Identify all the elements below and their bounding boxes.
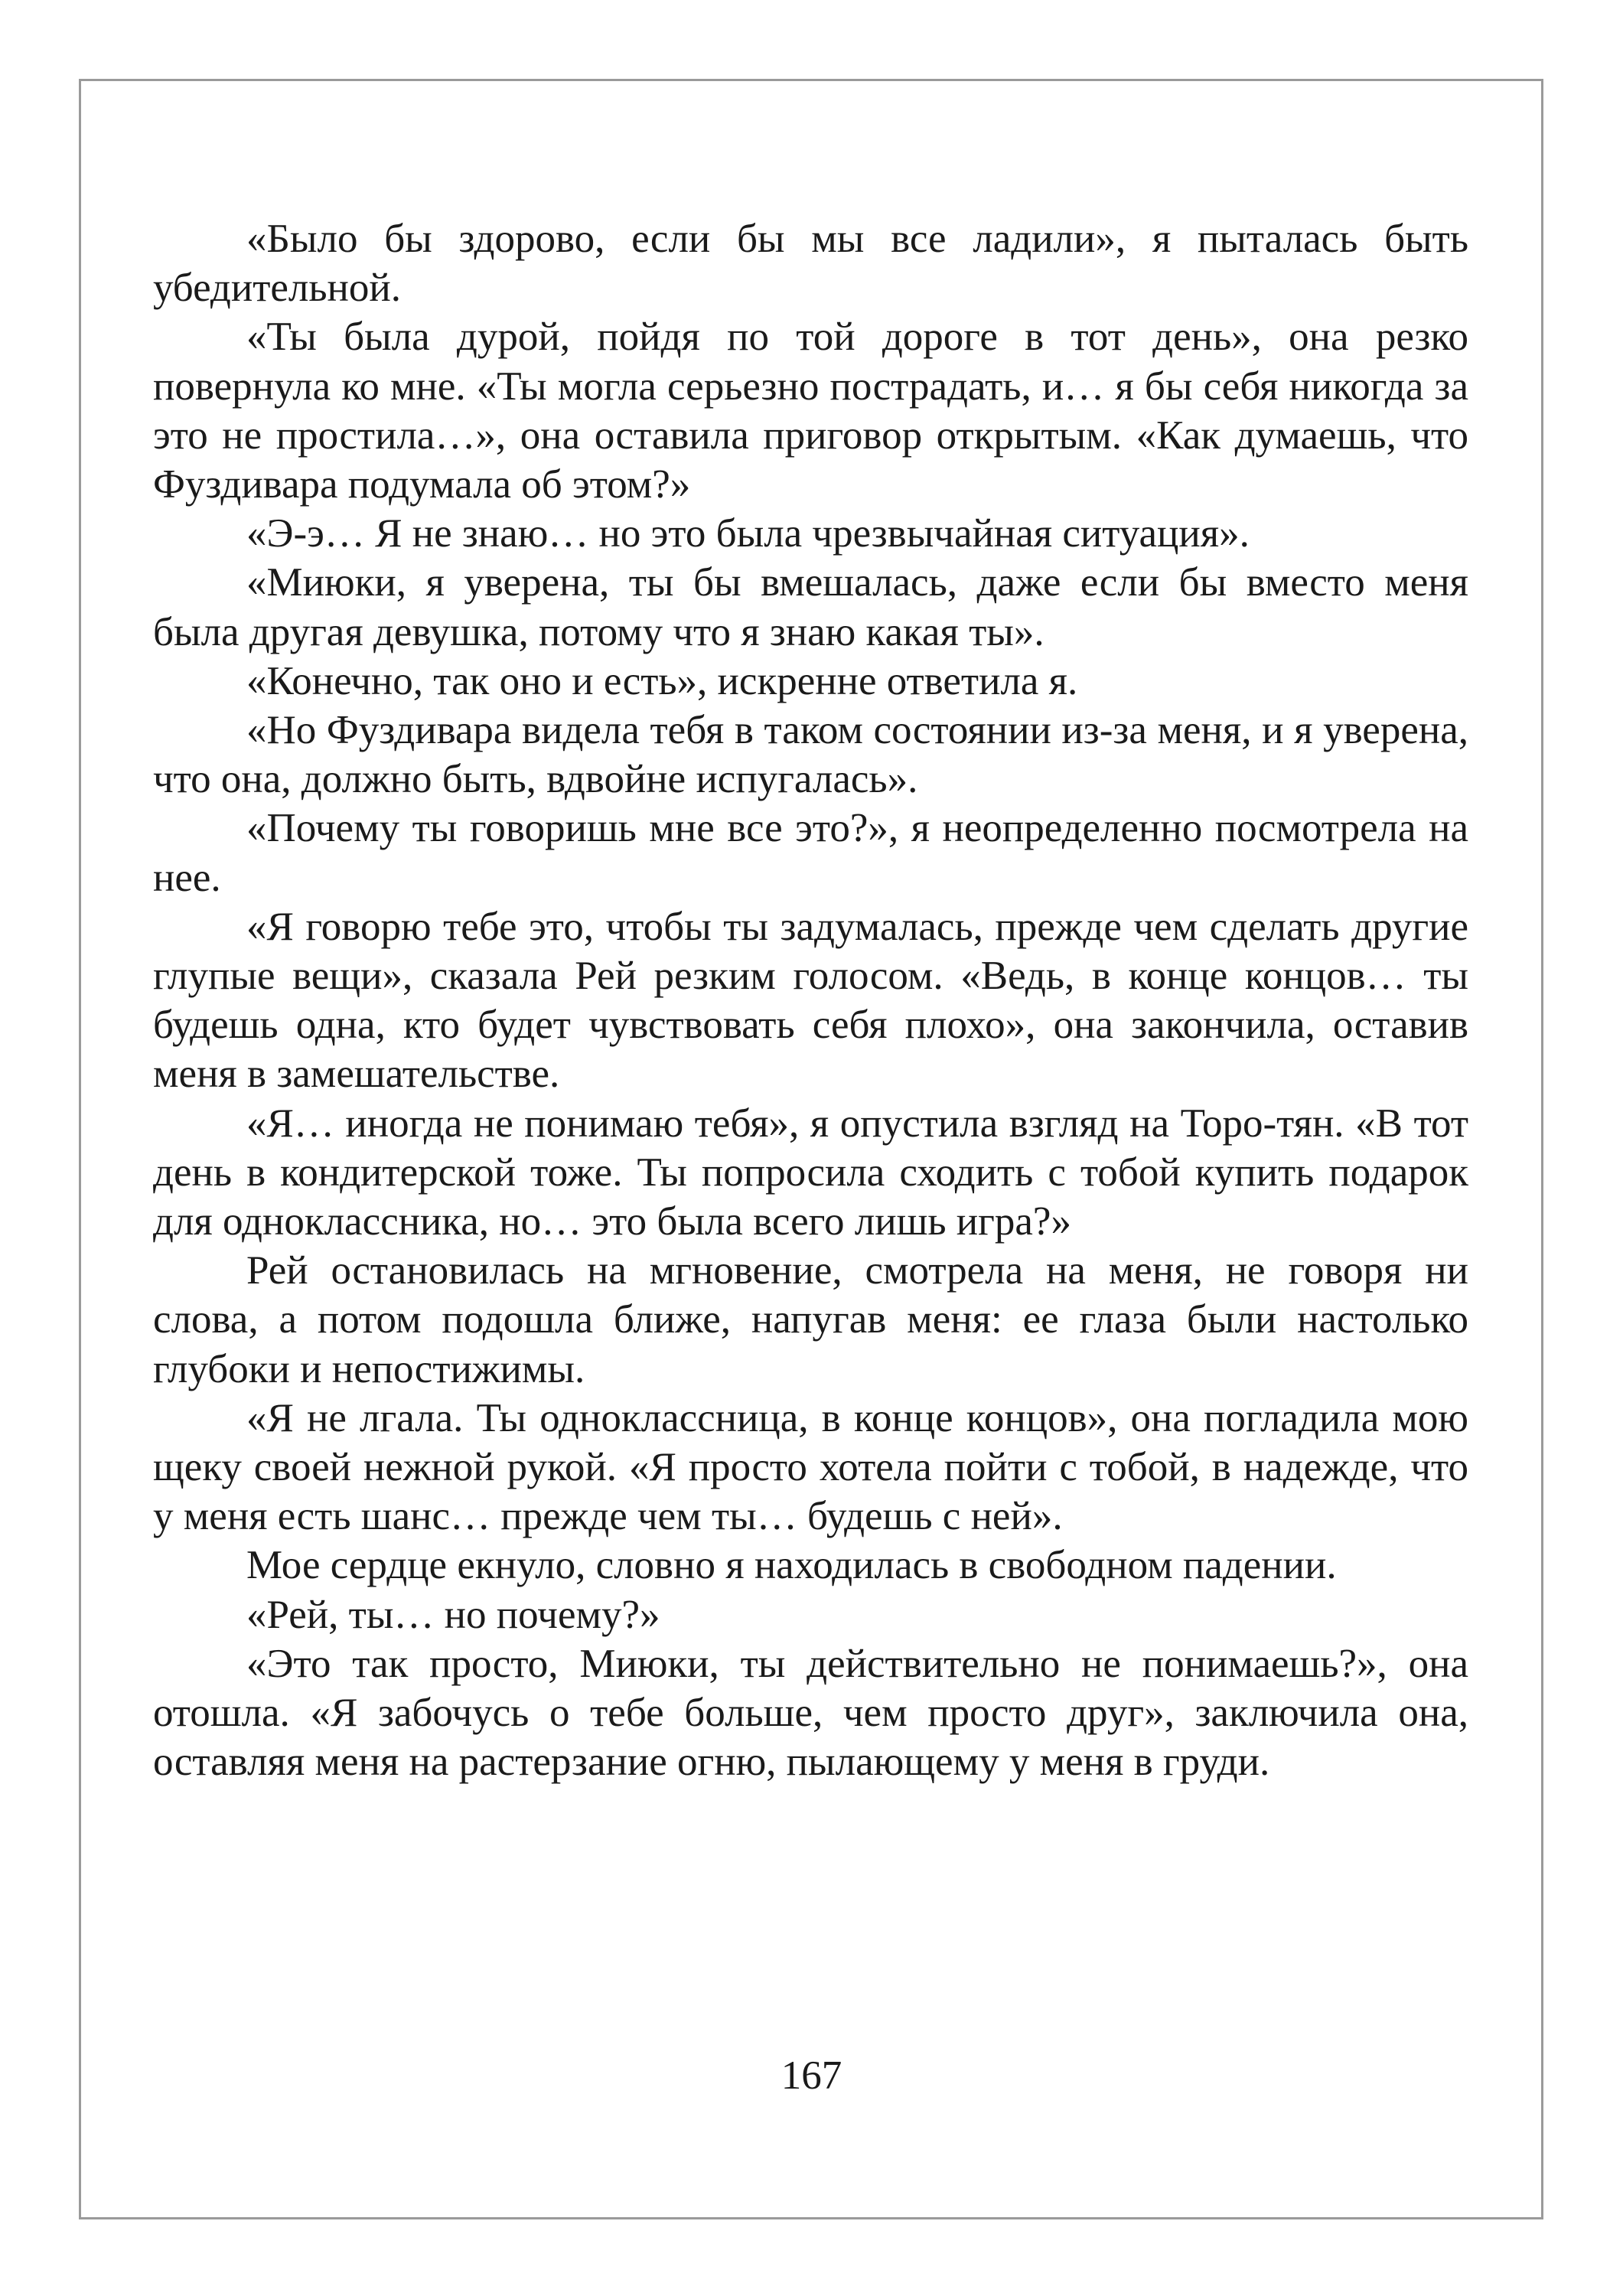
paragraph: «Миюки, я уверена, ты бы вмешалась, даже если бы вместо меня была другая девушка, потому что я знаю какая ты».	[153, 560, 1468, 654]
paragraph: «Это так просто, Миюки, ты действительно не понимаешь?», она отошла. «Я забочусь о тебе больше, чем просто друг», заключила она, оставляя меня на растерзание огню, пылающему у меня в груди.	[153, 1641, 1468, 1785]
paragraph: «Рей, ты… но почему?»	[246, 1592, 660, 1637]
paragraph: «Э-э… Я не знаю… но это была чрезвычайная ситуация».	[246, 511, 1250, 556]
paragraph: «Было бы здорово, если бы мы все ладили», я пыталась быть убедительной.	[153, 217, 1468, 311]
paragraph: Рей остановилась на мгновение, смотрела на меня, не говоря ни слова, а потом подошла ближе, напугав меня: ее глаза были настолько глубоки и непостижимы.	[153, 1248, 1468, 1391]
paragraph: «Конечно, так оно и есть», искренне ответила я.	[246, 658, 1078, 703]
paragraph: «Почему ты говоришь мне все это?», я неопределенно посмотрела на нее.	[153, 806, 1468, 900]
body-text	[153, 214, 1468, 1787]
paragraph: «Я не лгала. Ты одноклассница, в конце концов», она погладила мою щеку своей нежной рукой. «Я просто хотела пойти с тобой, в надежде, что у меня есть шанс… прежде чем ты… будешь с ней».	[153, 1395, 1468, 1539]
paragraph: «Ты была дурой, пойдя по той дороге в тот день», она резко повернула ко мне. «Ты могла серьезно пострадать, и… я бы себя никогда за это не простила…», она оставила приговор открытым. «Как думаешь, что Фуздивара подумала об этом?»	[153, 315, 1468, 507]
paragraph: «Я… иногда не понимаю тебя», я опустила взгляд на Торо-тян. «В тот день в кондитерской тоже. Ты попросила сходить с тобой купить подарок для одноклассника, но… это была всего лишь игра?»	[153, 1101, 1468, 1244]
page-number: 167	[781, 2053, 842, 2098]
paragraph: «Я говорю тебе это, чтобы ты задумалась, прежде чем сделать другие глупые вещи», сказала Рей резким голосом. «Ведь, в конце концов… ты будешь одна, кто будет чувствовать себя плохо», она закончила, оставив меня в замешательстве.	[153, 904, 1468, 1097]
paragraph: Мое сердце екнуло, словно я находилась в свободном падении.	[246, 1543, 1337, 1588]
paragraph: «Но Фуздивара видела тебя в таком состоянии из-за меня, и я уверена, что она, должно быть, вдвойне испугалась».	[153, 708, 1468, 802]
